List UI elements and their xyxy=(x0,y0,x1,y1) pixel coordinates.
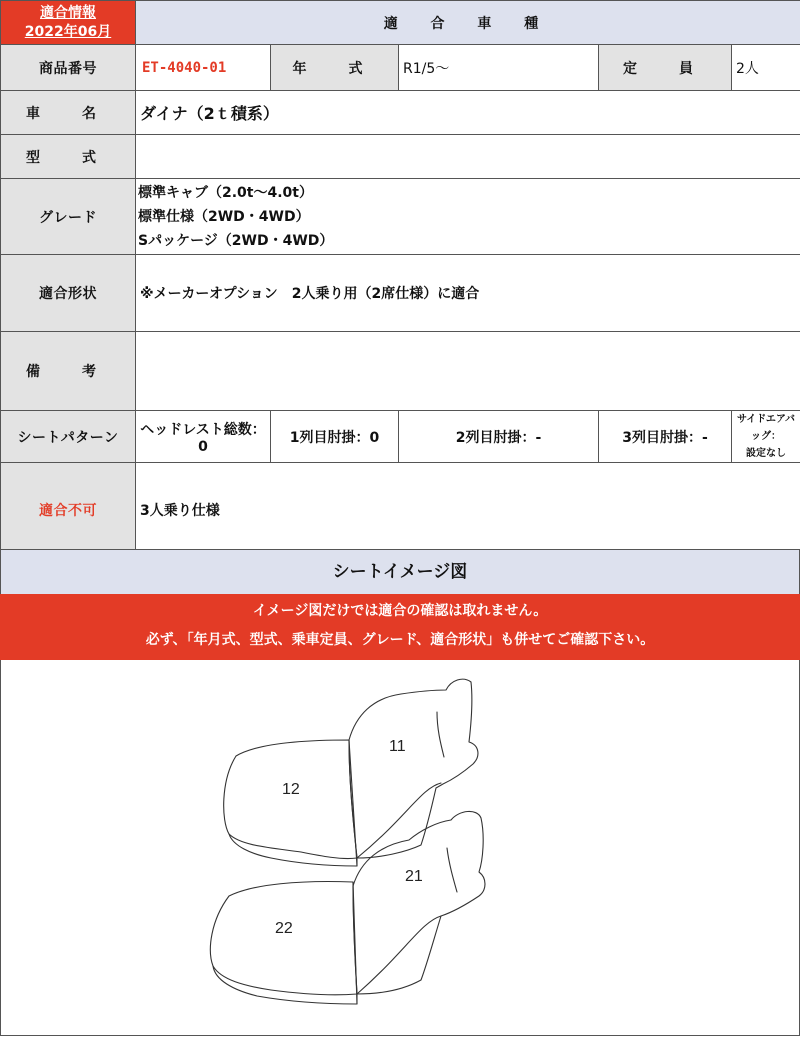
grade-label: グレード xyxy=(1,179,136,255)
year-label: 年 式 xyxy=(271,45,399,91)
seat-label-21: 21 xyxy=(405,868,423,885)
page-title: 適 合 車 種 xyxy=(136,1,800,45)
seat-12-cushion xyxy=(224,740,357,859)
fit-shape-value: ※メーカーオプション 2人乗り用（2席仕様）に適合 xyxy=(136,255,800,332)
row3-armrest: 3列目肘掛：- xyxy=(599,411,732,463)
grade-item: Sパッケージ（2WD・4WD） xyxy=(138,229,800,253)
seat-22-cushion xyxy=(210,882,357,995)
product-number-label: 商品番号 xyxy=(1,45,136,91)
row2-armrest: 2列目肘掛：- xyxy=(399,411,599,463)
badge-title: 適合情報 xyxy=(1,4,135,23)
seat-22-divider xyxy=(353,882,357,1004)
grade-list xyxy=(136,179,800,255)
fit-info-badge xyxy=(1,1,136,45)
badge-date: 2022年06月 xyxy=(1,23,135,42)
model-value xyxy=(136,135,800,179)
model-label: 型 式 xyxy=(1,135,136,179)
seat-11-crease xyxy=(437,712,444,757)
seat-11-backrest xyxy=(349,679,478,858)
year-value: R1/5～ xyxy=(399,45,599,91)
remarks-label: 備 考 xyxy=(1,332,136,411)
grade-item: 標準仕様（2WD・4WD） xyxy=(138,205,800,229)
warning-banner xyxy=(0,594,800,660)
seat-12-front xyxy=(229,834,357,866)
headrest-count: ヘッドレスト総数：0 xyxy=(136,411,271,463)
seat-label-12: 12 xyxy=(282,781,300,798)
seat-label-11: 11 xyxy=(389,738,406,755)
remarks-value xyxy=(136,332,800,411)
seat-diagram xyxy=(1,660,799,1035)
incompatible-label: 適合不可 xyxy=(1,463,136,558)
seat-21-crease xyxy=(447,848,457,892)
warning-line-1: イメージ図だけでは適合の確認は取れません。 xyxy=(0,599,800,623)
grade-item: 標準キャブ（2.0t～4.0t） xyxy=(138,181,800,205)
seat-image-title: シートイメージ図 xyxy=(0,549,800,595)
car-name-value: ダイナ（2ｔ積系） xyxy=(136,91,800,135)
incompatible-value: 3人乗り仕様 xyxy=(136,463,800,558)
car-name-label: 車 名 xyxy=(1,91,136,135)
side-airbag xyxy=(732,411,800,463)
seat-pattern-label: シートパターン xyxy=(1,411,136,463)
seat-21-side xyxy=(357,916,441,994)
warning-line-2: 必ず、「年月式、型式、乗車定員、グレード、適合形状」も併せてご確認下さい。 xyxy=(0,628,800,652)
row1-armrest: 1列目肘掛：0 xyxy=(271,411,399,463)
capacity-value: 2人 xyxy=(732,45,800,91)
side-airbag-value: 設定なし xyxy=(732,445,800,462)
seat-image-area xyxy=(0,660,800,1036)
side-airbag-label: サイドエアバッグ： xyxy=(732,411,800,445)
fit-shape-label: 適合形状 xyxy=(1,255,136,332)
seat-label-22: 22 xyxy=(275,920,293,937)
product-code: ET-4040-01 xyxy=(136,45,271,91)
seat-22-front xyxy=(213,966,357,1004)
seat-12-divider xyxy=(349,740,357,866)
capacity-label: 定 員 xyxy=(599,45,732,91)
seat-21-backrest xyxy=(353,811,485,994)
